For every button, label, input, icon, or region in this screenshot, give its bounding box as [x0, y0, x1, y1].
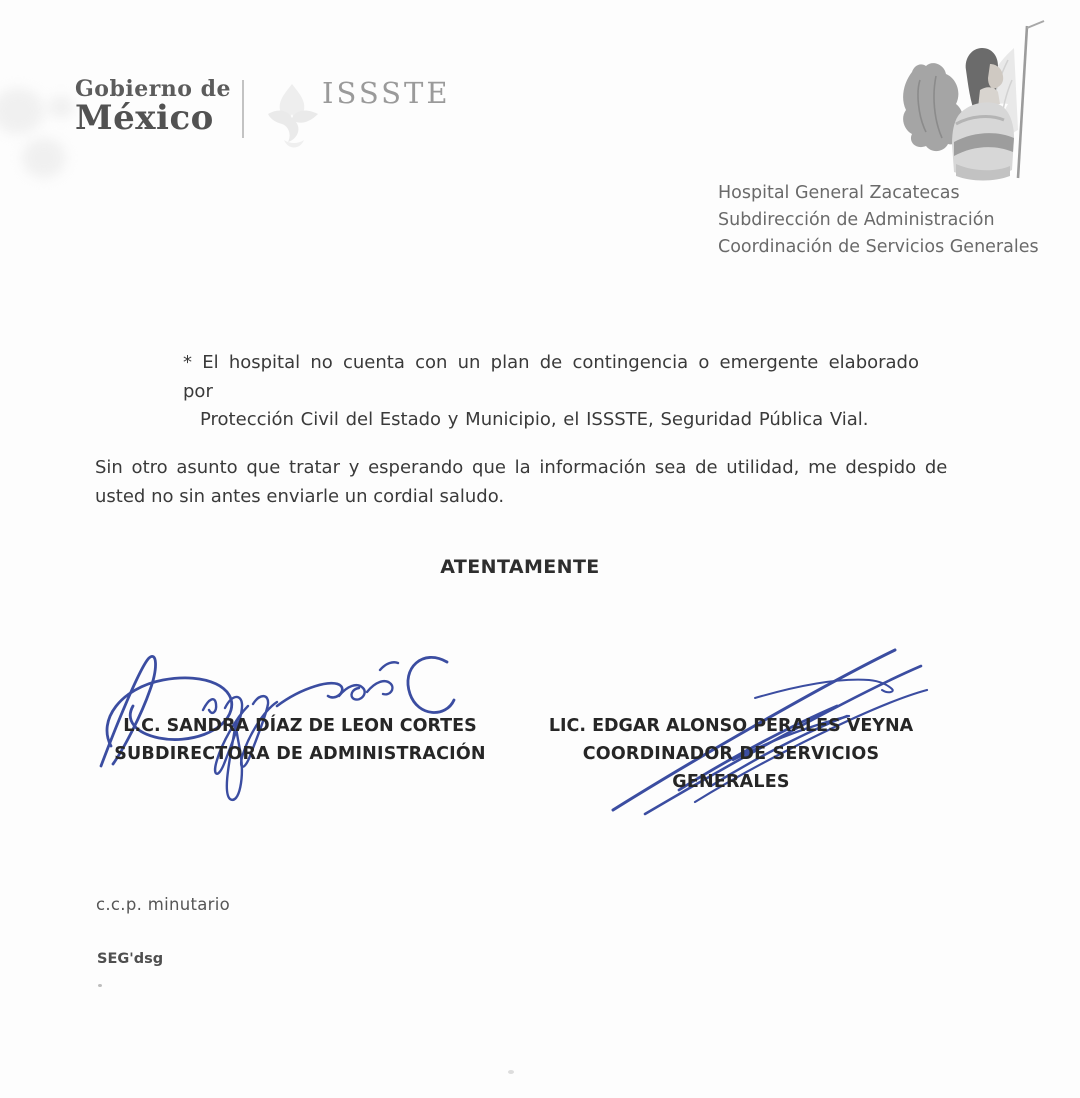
scan-speck [98, 984, 102, 987]
gobierno-logo-line2: México [75, 98, 214, 138]
letterhead-line-1: Hospital General Zacatecas [718, 183, 960, 203]
logo-divider [242, 80, 244, 138]
gobierno-logo-line1: Gobierno de [75, 76, 231, 102]
gobierno-de-mexico-logo [75, 76, 231, 138]
scan-smudge [22, 138, 66, 178]
closing-line-1: Sin otro asunto que tratar y esperando que la información sea de utilidad, me despido de [95, 457, 948, 478]
letterhead-address [718, 180, 1039, 261]
issste-eagle-watermark-icon [258, 80, 328, 158]
scan-speck [508, 1070, 514, 1074]
letterhead-line-3: Coordinación de Servicios Generales [718, 237, 1039, 257]
issste-wordmark: ISSSTE [322, 76, 451, 110]
closing-line-2: usted no sin antes enviarle un cordial saludo. [95, 485, 505, 507]
left-signer-title: SUBDIRECTORA DE ADMINISTRACIÓN [114, 744, 486, 764]
left-signer-name: L.C. SANDRA DÍAZ DE LEON CORTES [123, 716, 477, 736]
woman-with-flag-image [896, 20, 1046, 185]
salutation-atentamente: ATENTAMENTE [440, 556, 600, 578]
signature-block-right [521, 712, 941, 796]
scan-smudge [0, 88, 44, 134]
letterhead-line-2: Subdirección de Administración [718, 210, 995, 230]
closing-paragraph [95, 454, 950, 511]
right-signer-name: LIC. EDGAR ALONSO PERALES VEYNA [548, 716, 914, 736]
ccp-line: c.c.p. minutario [96, 895, 231, 914]
reference-initials: SEG'dsg [97, 951, 164, 967]
contingency-note-paragraph [183, 349, 948, 435]
scan-smudge [48, 96, 74, 118]
note-line-1: * El hospital no cuenta con un plan de contingencia o emergente elaborado por [183, 352, 919, 402]
note-line-2: Protección Civil del Estado y Municipio, el ISSSTE, Seguridad Pública Vial. [200, 409, 869, 430]
right-signer-title: COORDINADOR DE SERVICIOS GENERALES [582, 744, 880, 792]
signature-block-left [88, 712, 512, 768]
